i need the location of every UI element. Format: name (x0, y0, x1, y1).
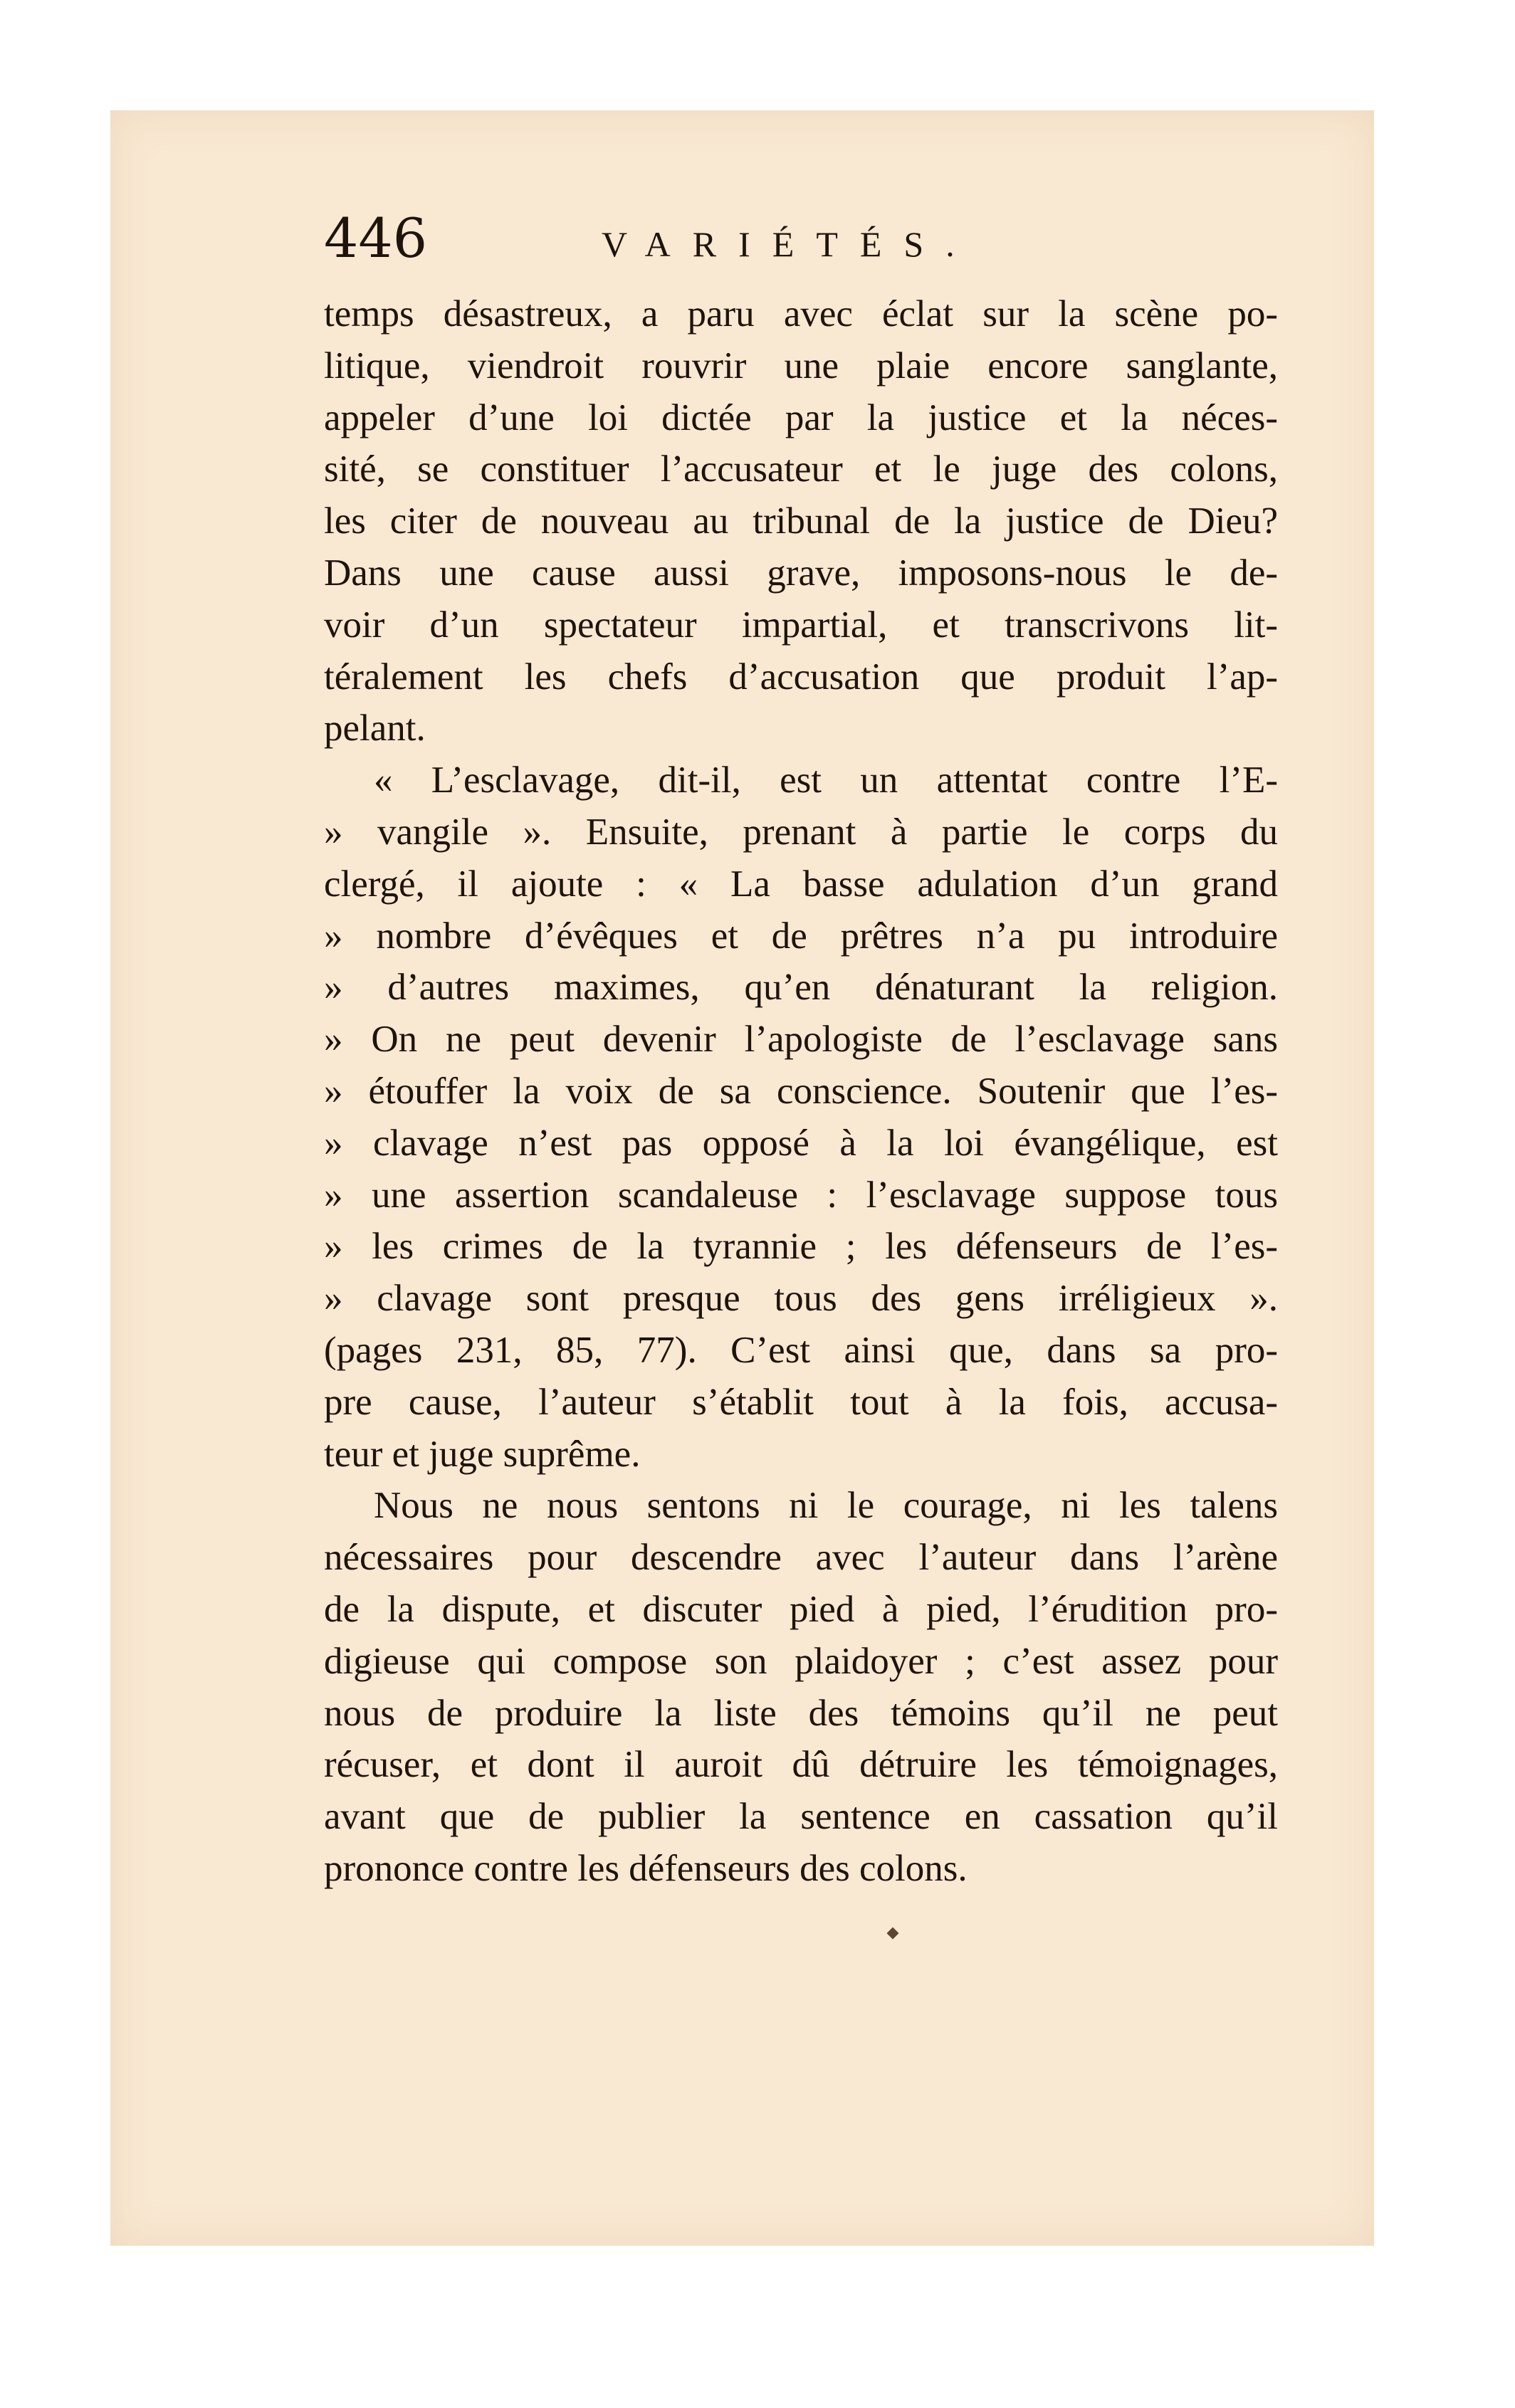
text-line: clergé, il ajoute : « La basse adulation d’un grand (324, 863, 1278, 905)
text-line: « L’esclavage, dit-il, est un attentat contre l’E- (374, 759, 1278, 801)
paragraph (324, 1480, 1278, 1894)
text-line: de la dispute, et discuter pied à pied, l’érudition pro- (324, 1588, 1278, 1630)
text-line: » étouffer la voix de sa conscience. Soutenir que l’es- (324, 1070, 1278, 1112)
text-line: pre cause, l’auteur s’établit tout à la fois, accusa- (324, 1381, 1278, 1423)
running-title: VARIÉTÉS. (602, 224, 977, 264)
text-line: avant que de publier la sentence en cassation qu’il (324, 1796, 1278, 1838)
text-line: temps désastreux, a paru avec éclat sur la scène po- (324, 293, 1278, 335)
text-line: » d’autres maximes, qu’en dénaturant la religion. (324, 967, 1278, 1009)
text-line: nécessaires pour descendre avec l’auteur dans l’arène (324, 1537, 1278, 1579)
text-line: les citer de nouveau au tribunal de la justice de Dieu? (324, 500, 1278, 542)
text-line: Dans une cause aussi grave, imposons-nous le de- (324, 552, 1278, 594)
text-line: » vangile ». Ensuite, prenant à partie le corps du (324, 811, 1278, 853)
text-line: » On ne peut devenir l’apologiste de l’esclavage sans (324, 1019, 1278, 1061)
text-line: sité, se constituer l’accusateur et le juge des colons, (324, 448, 1278, 490)
text-line: Nous ne nous sentons ni le courage, ni les talens (374, 1485, 1278, 1527)
text-line: digieuse qui compose son plaidoyer ; c’est assez pour (324, 1640, 1278, 1682)
text-line: pelant. (324, 708, 426, 750)
text-line: » nombre d’évêques et de prêtres n’a pu introduire (324, 915, 1278, 957)
body-text (324, 288, 1278, 1895)
text-line: appeler d’une loi dictée par la justice et la néces- (324, 396, 1278, 438)
text-line: » une assertion scandaleuse : l’esclavage suppose tous (324, 1174, 1278, 1216)
text-line: voir d’un spectateur impartial, et transcrivons lit- (324, 604, 1278, 646)
text-line: (pages 231, 85, 77). C’est ainsi que, dans sa pro- (324, 1329, 1278, 1371)
text-line: téralement les chefs d’accusation que produit l’ap- (324, 656, 1278, 698)
paragraph (324, 288, 1278, 755)
paragraph (324, 755, 1278, 1480)
page-header (324, 206, 1285, 270)
text-line: teur et juge suprême. (324, 1433, 641, 1475)
text-line: récuser, et dont il auroit dû détruire les témoignages, (324, 1744, 1278, 1786)
text-line: » clavage sont presque tous des gens irréligieux ». (324, 1278, 1278, 1320)
text-line: prononce contre les défenseurs des colons. (324, 1847, 968, 1889)
page-number: 446 (324, 206, 428, 270)
text-line: » les crimes de la tyrannie ; les défenseurs de l’es- (324, 1226, 1278, 1268)
text-line: nous de produire la liste des témoins qu’il ne peut (324, 1692, 1278, 1734)
text-line: » clavage n’est pas opposé à la loi évangélique, est (324, 1122, 1278, 1164)
text-line: litique, viendroit rouvrir une plaie encore sanglante, (324, 345, 1278, 387)
